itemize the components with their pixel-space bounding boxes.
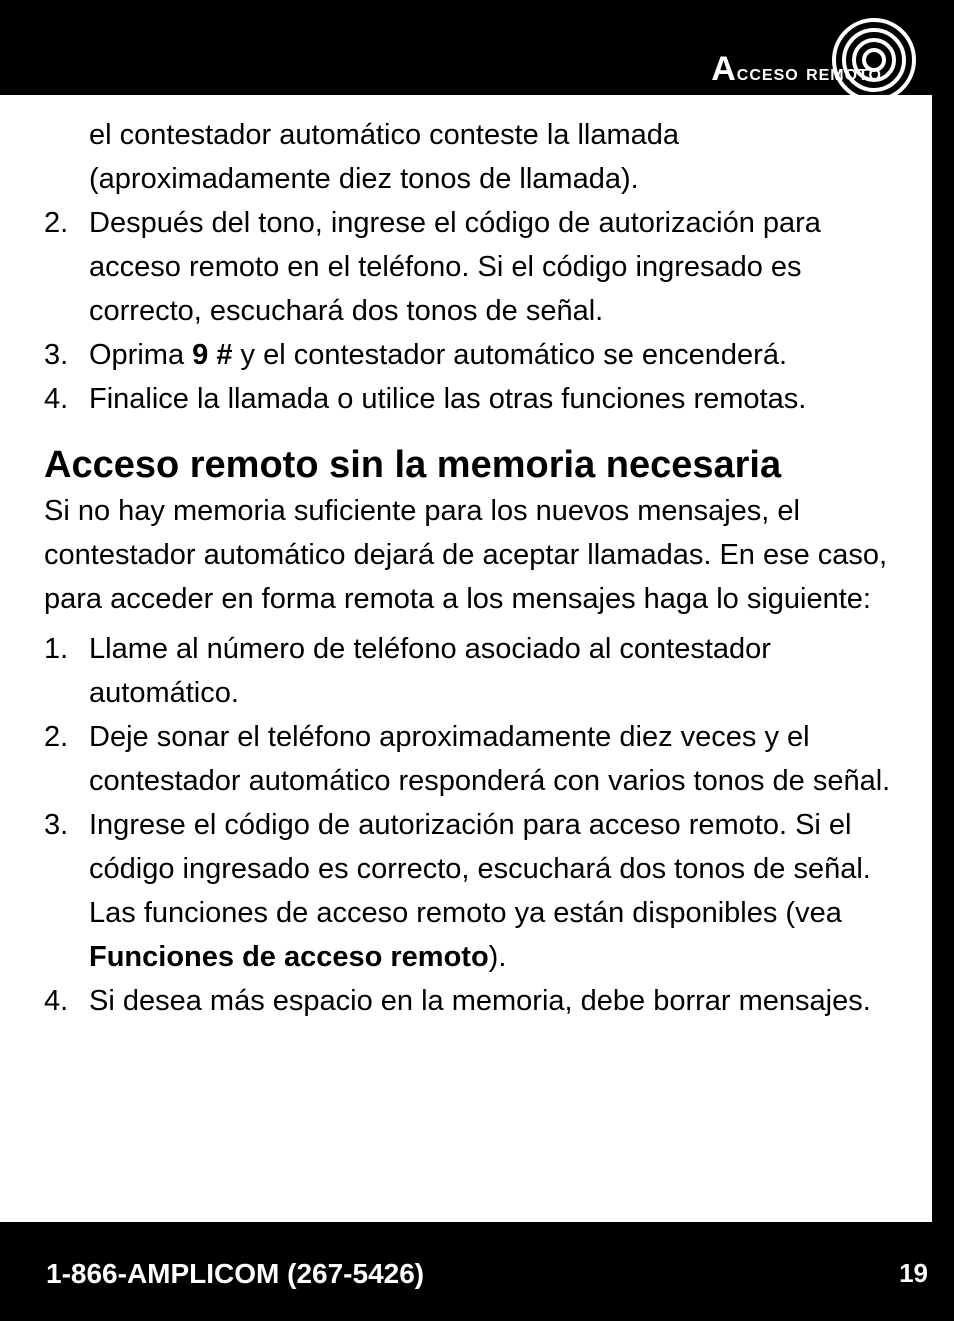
cross-reference: Funciones de acceso remoto <box>89 941 489 973</box>
header-title-initial: A <box>711 50 737 88</box>
step-number: 2. <box>44 721 69 753</box>
list-item <box>44 201 914 333</box>
steps-list-a <box>44 201 914 421</box>
step-text-pre: Oprima <box>89 339 193 371</box>
page-body <box>44 113 914 1023</box>
list-item <box>44 715 914 803</box>
steps-list-b <box>44 627 914 1023</box>
list-item <box>44 979 914 1023</box>
continuation-line: (aproximadamente diez tonos de llamada). <box>89 163 639 195</box>
footer-bar <box>0 1222 954 1321</box>
step-text: Después del tono, ingrese el código de autorización para acceso remoto en el teléfono. Si el código ingresado es correcto, escuchará dos tonos de señal. <box>89 207 821 327</box>
header-bar <box>0 0 954 95</box>
step-text: Llame al número de teléfono asociado al contestador automático. <box>89 633 771 709</box>
key-sequence: 9 # <box>192 339 233 371</box>
step-text: Si desea más espacio en la memoria, debe borrar mensajes. <box>89 985 871 1017</box>
step-number: 4. <box>44 985 69 1017</box>
step-text-post: y el contestador automático se encenderá. <box>232 339 788 371</box>
support-phone: 1-866-AMPLICOM (267-5426) <box>46 1258 425 1289</box>
step-text: Deje sonar el teléfono aproximadamente diez veces y el contestador automático responderá con varios tonos de señal. <box>89 721 891 797</box>
section-intro: Si no hay memoria suficiente para los nuevos mensajes, el contestador automático dejará de aceptar llamadas. En ese caso, para acceder en forma remota a los mensajes haga lo siguiente: <box>44 495 888 615</box>
step-number: 4. <box>44 383 69 415</box>
step-number: 2. <box>44 207 69 239</box>
header-title-rest: cceso remoto <box>736 59 882 85</box>
step-number: 3. <box>44 339 69 371</box>
page-number: 19 <box>899 1258 928 1288</box>
page-edge <box>932 0 954 1321</box>
list-item <box>44 803 914 979</box>
list-item <box>44 377 914 421</box>
step-text-post: ). <box>488 941 507 973</box>
step-number: 1. <box>44 633 69 665</box>
header-title <box>711 50 882 89</box>
step-text: Finalice la llamada o utilice las otras funciones remotas. <box>89 383 807 415</box>
step-number: 3. <box>44 809 69 841</box>
list-item <box>44 333 914 377</box>
list-item <box>44 627 914 715</box>
section-heading: Acceso remoto sin la memoria necesaria <box>44 444 782 486</box>
continuation-line: el contestador automático conteste la llamada <box>89 119 680 151</box>
step-text-pre: Ingrese el código de autorización para acceso remoto. Si el código ingresado es correcto, escuchará dos tonos de señal. Las funciones de acceso remoto ya están disponibles (vea <box>89 809 871 929</box>
